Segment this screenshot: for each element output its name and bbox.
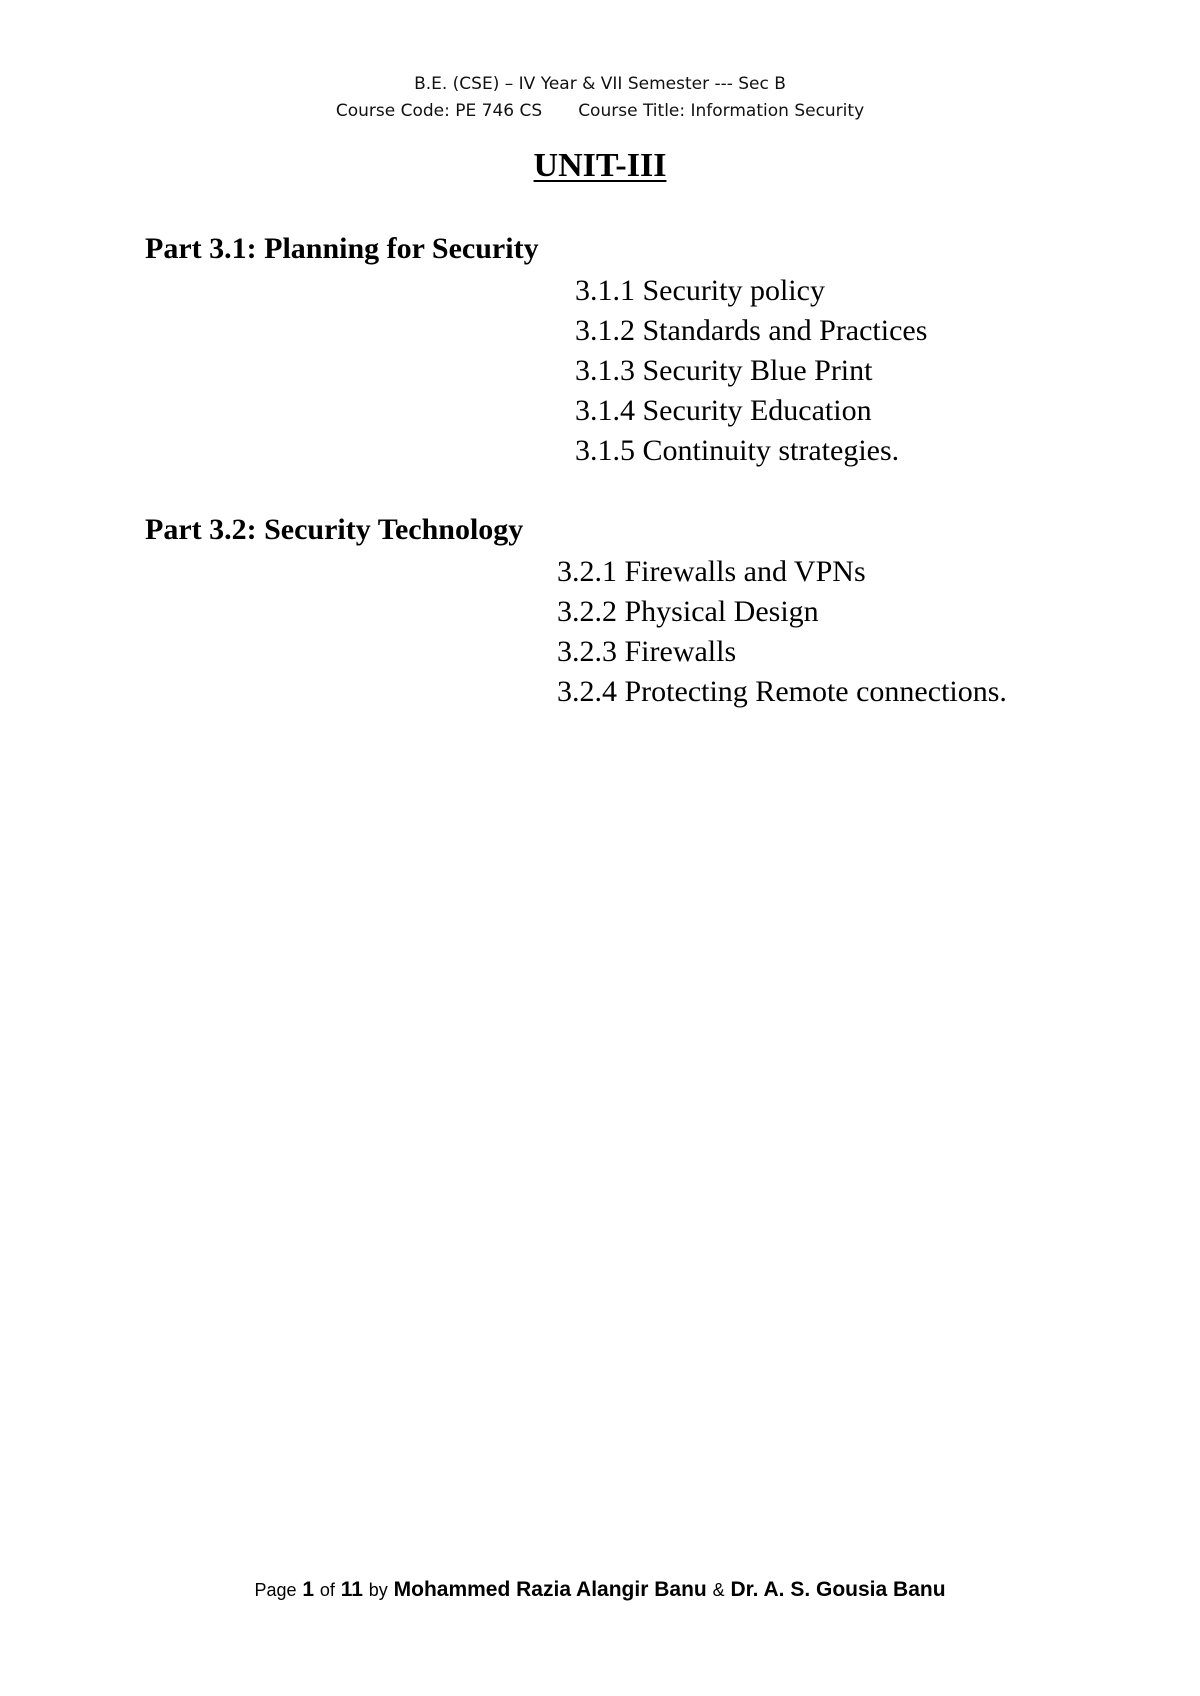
footer-author-2: Dr. A. S. Gousia Banu — [730, 1578, 946, 1601]
topic-item: 3.2.3 Firewalls — [557, 635, 737, 668]
footer-total-pages: 11 — [340, 1578, 363, 1601]
footer-page-word: Page — [254, 1580, 297, 1600]
part-heading-3-2: Part 3.2: Security Technology — [145, 513, 524, 546]
course-code: Course Code: PE 746 CS — [335, 101, 543, 121]
header-course-line — [0, 101, 1200, 121]
topic-item: 3.1.1 Security policy — [575, 274, 825, 307]
topic-list-part-3-1 — [575, 271, 927, 471]
footer-of-word: of — [319, 1580, 335, 1600]
topic-item: 3.2.4 Protecting Remote connections. — [557, 675, 1007, 708]
unit-title: UNIT-III — [533, 147, 667, 184]
footer-author-1: Mohammed Razia Alangir Banu — [393, 1578, 707, 1601]
topic-list-part-3-2 — [557, 552, 1007, 712]
topic-item: 3.1.3 Security Blue Print — [575, 354, 873, 387]
topic-item: 3.1.4 Security Education — [575, 394, 872, 427]
part-heading-3-1: Part 3.1: Planning for Security — [145, 232, 539, 265]
topic-item: 3.1.2 Standards and Practices — [575, 314, 928, 347]
header-program-line: B.E. (CSE) – IV Year & VII Semester --- Sec B — [414, 74, 786, 94]
footer-by-word: by — [368, 1580, 388, 1600]
course-title: Course Title: Information Security — [578, 101, 865, 121]
page-footer — [0, 1578, 1200, 1602]
topic-item: 3.2.1 Firewalls and VPNs — [557, 555, 866, 588]
footer-ampersand: & — [712, 1580, 725, 1600]
footer-page-number: 1 — [302, 1578, 315, 1601]
topic-item: 3.2.2 Physical Design — [557, 595, 819, 628]
topic-item: 3.1.5 Continuity strategies. — [575, 434, 900, 467]
